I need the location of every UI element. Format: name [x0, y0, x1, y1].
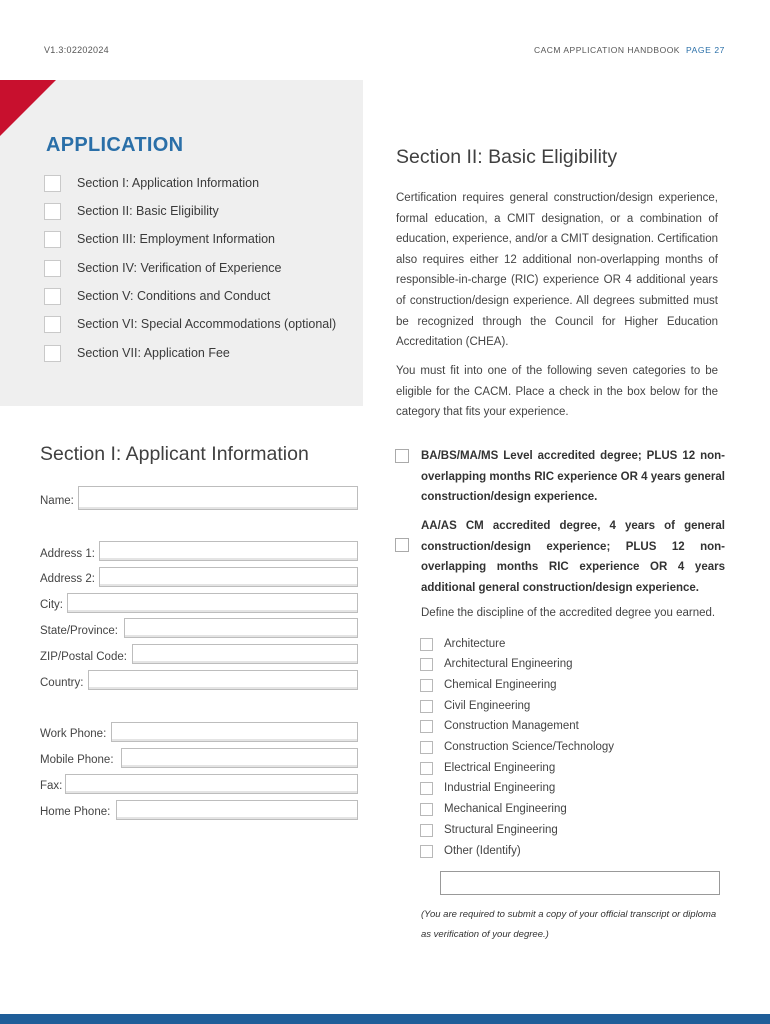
address2-label: Address 2: — [40, 573, 95, 585]
zip-label: ZIP/Postal Code: — [40, 651, 127, 663]
page-header — [534, 45, 725, 55]
category-2-text: AA/AS CM accredited degree, 4 years of general construction/design experience; PLUS 12 non-overlapping months RIC experience OR 4 years additional general construction/design experience. — [421, 520, 725, 594]
eligibility-instruction: You must fit into one of the following seven categories to be eligible for the CACM. Place a check in the box below for the category that fits your experience. — [396, 365, 718, 419]
discipline-label: Architecture — [444, 638, 506, 650]
discipline-option[interactable] — [420, 760, 555, 776]
address1-field[interactable] — [99, 541, 358, 561]
state-label: State/Province: — [40, 625, 118, 637]
country-label: Country: — [40, 677, 84, 689]
category-2-checkbox[interactable] — [395, 538, 409, 552]
city-label: City: — [40, 599, 63, 611]
state-field[interactable] — [124, 618, 358, 638]
checkbox[interactable] — [44, 231, 61, 248]
checklist-label: Section II: Basic Eligibility — [77, 204, 219, 218]
discipline-option[interactable] — [420, 801, 567, 817]
other-discipline-field[interactable] — [440, 871, 720, 895]
checklist-item-section-7[interactable] — [44, 343, 230, 363]
checklist-label: Section IV: Verification of Experience — [77, 261, 282, 275]
name-field[interactable] — [78, 486, 358, 510]
corner-accent — [0, 80, 56, 136]
discipline-option[interactable] — [420, 677, 557, 693]
work-phone-label: Work Phone: — [40, 728, 107, 740]
page-number: PAGE 27 — [685, 45, 725, 55]
discipline-option[interactable] — [420, 718, 579, 734]
discipline-label: Electrical Engineering — [444, 762, 556, 774]
category-1-checkbox[interactable] — [395, 449, 409, 463]
checkbox[interactable] — [420, 700, 433, 713]
home-phone-label: Home Phone: — [40, 806, 111, 818]
checkbox[interactable] — [420, 658, 433, 671]
checkbox[interactable] — [44, 203, 61, 220]
discipline-option[interactable] — [420, 822, 558, 838]
footer-bar — [0, 1014, 770, 1024]
fax-label: Fax: — [40, 780, 63, 792]
discipline-option[interactable] — [420, 780, 555, 796]
checkbox[interactable] — [420, 741, 433, 754]
checklist-item-section-4[interactable] — [44, 258, 282, 278]
checkbox[interactable] — [44, 260, 61, 277]
version-label: V1.3:02202024 — [44, 45, 109, 55]
discipline-label: Chemical Engineering — [444, 679, 557, 691]
work-phone-field[interactable] — [111, 722, 358, 742]
mobile-phone-label: Mobile Phone: — [40, 754, 114, 766]
checklist-label: Section V: Conditions and Conduct — [77, 289, 271, 303]
discipline-label: Construction Management — [444, 720, 579, 732]
checklist-item-section-3[interactable] — [44, 229, 275, 249]
city-field[interactable] — [67, 593, 358, 613]
category-1-text: BA/BS/MA/MS Level accredited degree; PLUS 12 non-overlapping months RIC experience OR 4 years general construction/design experience. — [421, 450, 725, 503]
checkbox[interactable] — [420, 803, 433, 816]
checklist-label: Section VII: Application Fee — [77, 346, 230, 360]
checklist-item-section-6[interactable] — [44, 314, 336, 334]
discipline-option[interactable] — [420, 698, 530, 714]
discipline-label: Construction Science/Technology — [444, 741, 615, 753]
checkbox[interactable] — [44, 345, 61, 362]
handbook-title: CACM APPLICATION HANDBOOK — [533, 45, 680, 55]
discipline-label: Mechanical Engineering — [444, 803, 567, 815]
discipline-label: Architectural Engineering — [444, 658, 573, 670]
discipline-option[interactable] — [420, 656, 573, 672]
application-title: APPLICATION — [46, 134, 184, 156]
home-phone-field[interactable] — [116, 800, 358, 820]
discipline-prompt: Define the discipline of the accredited degree you earned. — [421, 607, 716, 619]
address2-field[interactable] — [99, 567, 358, 587]
fax-field[interactable] — [65, 774, 358, 794]
checkbox[interactable] — [44, 288, 61, 305]
address1-label: Address 1: — [40, 548, 95, 560]
checkbox[interactable] — [420, 720, 433, 733]
name-label: Name: — [40, 495, 74, 507]
mobile-phone-field[interactable] — [121, 748, 358, 768]
discipline-option[interactable] — [420, 843, 521, 859]
checkbox[interactable] — [420, 638, 433, 651]
checklist-item-section-5[interactable] — [44, 286, 270, 306]
discipline-option[interactable] — [420, 739, 614, 755]
checklist-label: Section VI: Special Accommodations (optional) — [77, 317, 337, 331]
country-field[interactable] — [88, 670, 358, 690]
checklist-label: Section I: Application Information — [77, 176, 260, 190]
checklist-item-section-2[interactable] — [44, 201, 219, 221]
section-1-title: Section I: Applicant Information — [40, 443, 309, 465]
section-2-title: Section II: Basic Eligibility — [396, 146, 618, 168]
checkbox[interactable] — [420, 679, 433, 692]
transcript-note: (You are required to submit a copy of your official transcript or diploma as verification of your degree.) — [421, 909, 717, 940]
checklist-label: Section III: Employment Information — [77, 232, 276, 246]
discipline-label: Industrial Engineering — [444, 782, 556, 794]
checkbox[interactable] — [44, 175, 61, 192]
checkbox[interactable] — [420, 762, 433, 775]
zip-field[interactable] — [132, 644, 358, 664]
discipline-label: Structural Engineering — [444, 824, 558, 836]
checkbox[interactable] — [420, 782, 433, 795]
discipline-option[interactable] — [420, 636, 505, 652]
checkbox[interactable] — [420, 824, 433, 837]
discipline-label: Other (Identify) — [444, 845, 521, 857]
checkbox[interactable] — [44, 316, 61, 333]
checkbox[interactable] — [420, 845, 433, 858]
eligibility-intro: Certification requires general construction/design experience, formal education, a CMIT designation, or a combination of education, experience, and/or a CMIT designation. Certification also requires either 12 additional non-overlapping months of responsible-in-charge (RIC) experience OR 4 additional years of construction/design experience. All degrees submitted must be recognized through the Council for Higher Education Accreditation (CHEA). — [396, 192, 718, 349]
checklist-item-section-1[interactable] — [44, 173, 259, 193]
discipline-label: Civil Engineering — [444, 700, 531, 712]
